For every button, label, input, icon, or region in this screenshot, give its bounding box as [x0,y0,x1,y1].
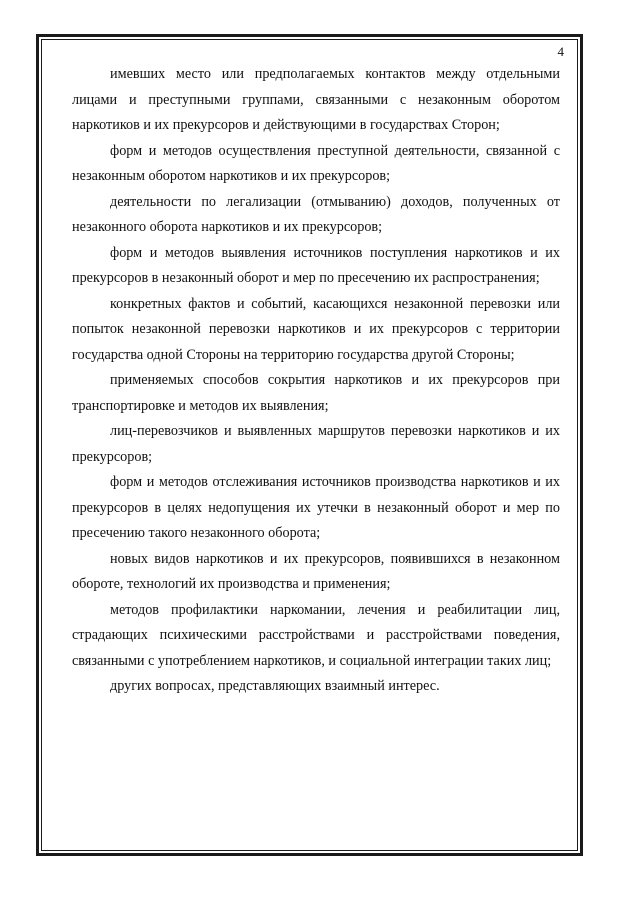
paragraph: лиц-перевозчиков и выявленных маршрутов перевозки наркотиков и их прекурсоров; [72,423,560,465]
paragraph: методов профилактики наркомании, лечения и реабилитации лиц, страдающих психическими расстройствами и расстройствами поведения, связанными с употреблением наркотиков, и социальной интеграции таких лиц; [72,601,560,669]
paragraph: новых видов наркотиков и их прекурсоров, появившихся в незаконном обороте, технологий их производства и применения; [72,550,560,592]
paragraph: применяемых способов сокрытия наркотиков и их прекурсоров при транспортировке и методов их выявления; [72,372,560,414]
paragraph: конкретных фактов и событий, касающихся незаконной перевозки или попыток незаконной перевозки наркотиков и их прекурсоров с территории государства одной Стороны на территорию государства другой Стороны; [72,295,560,363]
page-number: 4 [557,44,564,59]
paragraph: форм и методов осуществления преступной деятельности, связанной с незаконным оборотом наркотиков и их прекурсоров; [72,142,560,184]
paragraph: форм и методов выявления источников поступления наркотиков и их прекурсоров в незаконный оборот и мер по пресечению их распространения; [72,244,560,286]
document-body [72,62,560,700]
paragraph: других вопросах, представляющих взаимный интерес. [110,678,440,694]
paragraph: деятельности по легализации (отмыванию) доходов, полученных от незаконного оборота наркотиков и их прекурсоров; [72,193,560,235]
paragraph: форм и методов отслеживания источников производства наркотиков и их прекурсоров в целях недопущения их утечки в незаконный оборот и мер по пресечению такого незаконного оборота; [72,474,560,541]
paragraph: имевших место или предполагаемых контактов между отдельными лицами и преступными группами, связанными с незаконным оборотом наркотиков и их прекурсоров и действующими в государствах Сторон; [72,66,560,133]
